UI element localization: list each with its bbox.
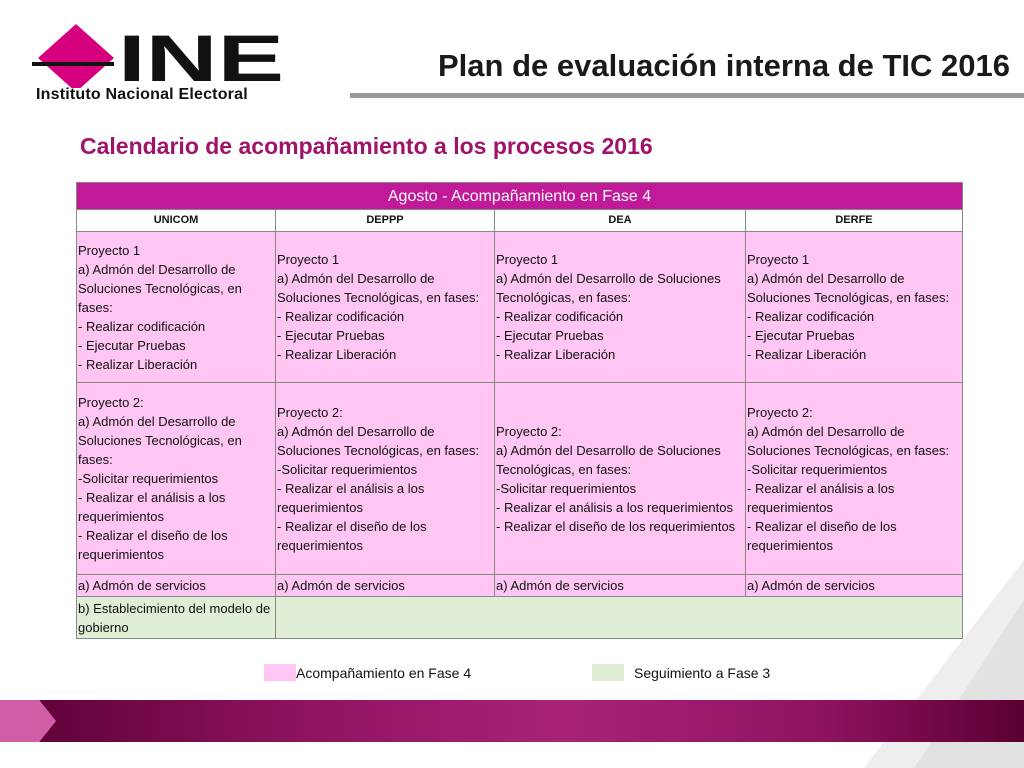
table-cell xyxy=(77,232,276,383)
cell-text: Proyecto 1 a) Admón del Desarrollo de Soluciones Tecnológicas, en fases: - Realizar codificación - Ejecutar Pruebas - Realizar Liberación xyxy=(78,242,242,372)
table-cell xyxy=(746,383,963,575)
section-subtitle: Calendario de acompañamiento a los procesos 2016 xyxy=(80,133,653,159)
table-cell: a) Admón de servicios xyxy=(495,575,746,597)
cell-text: Proyecto 1 a) Admón del Desarrollo de Soluciones Tecnológicas, en fases: - Realizar codificación - Ejecutar Pruebas - Realizar Liberación xyxy=(277,252,480,362)
logo-text: INE xyxy=(118,21,284,88)
legend-swatch-phase3 xyxy=(592,664,624,681)
legend-swatch-phase4 xyxy=(264,664,296,681)
page-title: Plan de evaluación interna de TIC 2016 xyxy=(438,48,1010,83)
table-cell: a) Admón de servicios xyxy=(276,575,495,597)
table-header: Agosto - Acompañamiento en Fase 4 xyxy=(77,183,963,210)
logo-subtitle: Instituto Nacional Electoral xyxy=(36,86,248,103)
table-cell: b) Establecimiento del modelo de gobierno xyxy=(77,597,276,639)
cell-text: Proyecto 1 a) Admón del Desarrollo de Soluciones Tecnológicas, en fases: - Realizar codificación - Ejecutar Pruebas - Realizar Liberación xyxy=(496,252,721,362)
table-cell xyxy=(746,232,963,383)
column-header-deppp: DEPPP xyxy=(276,210,495,232)
column-header-dea: DEA xyxy=(495,210,746,232)
table-cell: a) Admón de servicios xyxy=(746,575,963,597)
cell-text: Proyecto 2: a) Admón del Desarrollo de Soluciones Tecnológicas, en fases: -Solicitar requerimientos - Realizar el análisis a los requerimientos - Realizar el diseño de los requerimientos xyxy=(277,404,480,553)
table-cell xyxy=(276,232,495,383)
logo-diamond-icon xyxy=(38,24,114,88)
table-cell xyxy=(276,383,495,575)
table-cell xyxy=(495,383,746,575)
cell-text: Proyecto 2: a) Admón del Desarrollo de Soluciones Tecnológicas, en fases: -Solicitar requerimientos - Realizar el análisis a los requerimientos - Realizar el diseño de los requerimientos xyxy=(747,404,950,553)
cell-text: Proyecto 1 a) Admón del Desarrollo de Soluciones Tecnológicas, en fases: - Realizar codificación - Ejecutar Pruebas - Realizar Liberación xyxy=(747,252,950,362)
cell-text: Proyecto 2: a) Admón del Desarrollo de Soluciones Tecnológicas, en fases: -Solicitar requerimientos - Realizar el análisis a los requerimientos - Realizar el diseño de los requerimientos xyxy=(78,395,242,562)
legend-label-phase3: Seguimiento a Fase 3 xyxy=(634,665,771,681)
table-cell xyxy=(495,232,746,383)
table-cell: a) Admón de servicios xyxy=(77,575,276,597)
title-rule xyxy=(350,93,1024,98)
column-header-unicom: UNICOM xyxy=(77,210,276,232)
footer-band xyxy=(0,700,1024,742)
cell-text: Proyecto 2: a) Admón del Desarrollo de Soluciones Tecnológicas, en fases: -Solicitar requerimientos - Realizar el análisis a los requerimientos - Realizar el diseño de los requerimientos xyxy=(496,423,736,534)
table-row xyxy=(77,383,963,575)
table-cell xyxy=(77,383,276,575)
legend-label-phase4: Acompañamiento en Fase 4 xyxy=(296,665,472,681)
ine-logo-graphic xyxy=(28,18,298,88)
column-header-derfe: DERFE xyxy=(746,210,963,232)
logo-stripe xyxy=(32,62,114,66)
table-row xyxy=(77,232,963,383)
